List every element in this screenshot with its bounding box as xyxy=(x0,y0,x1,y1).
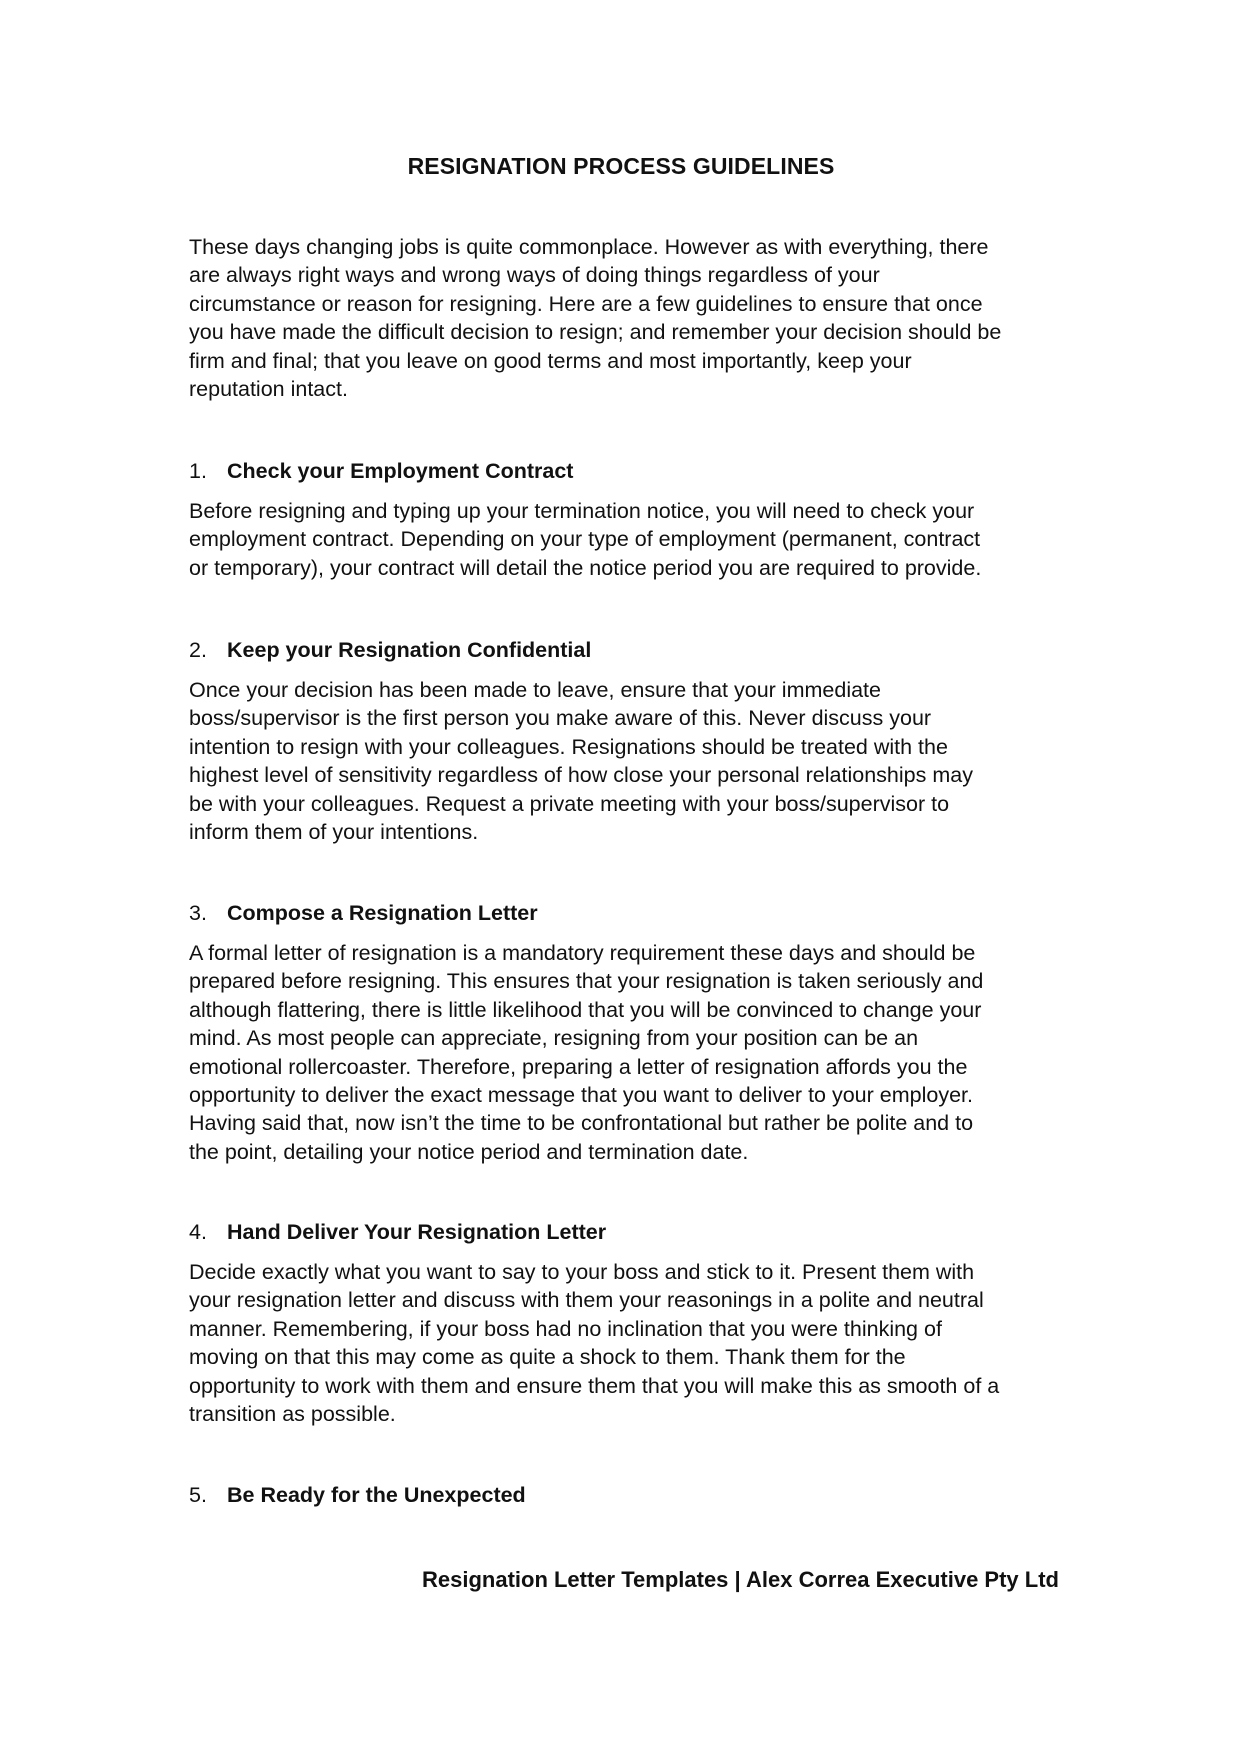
body-line: mind. As most people can appreciate, resigning from your position can be an xyxy=(189,1026,919,1051)
document-title: RESIGNATION PROCESS GUIDELINES xyxy=(407,153,835,179)
section-heading: Be Ready for the Unexpected xyxy=(227,1483,526,1507)
intro-line: These days changing jobs is quite commonplace. However as with everything, there xyxy=(189,235,989,259)
section-heading: Compose a Resignation Letter xyxy=(227,901,538,925)
document-footer: Resignation Letter Templates | Alex Correa Executive Pty Ltd xyxy=(421,1567,1059,1592)
body-line: Before resigning and typing up your termination notice, you will need to check your xyxy=(189,499,975,523)
section-1-body xyxy=(189,497,1069,582)
intro-line: reputation intact. xyxy=(189,377,348,402)
intro-line: are always right ways and wrong ways of doing things regardless of your xyxy=(189,263,880,288)
body-line: highest level of sensitivity regardless of how close your personal relationships may xyxy=(189,763,973,788)
section-number: 2. xyxy=(189,638,207,662)
body-line: transition as possible. xyxy=(189,1402,396,1427)
body-line: the point, detailing your notice period and termination date. xyxy=(189,1139,749,1164)
section-number: 1. xyxy=(189,459,207,483)
section-heading: Hand Deliver Your Resignation Letter xyxy=(227,1220,607,1244)
intro-line: firm and final; that you leave on good terms and most importantly, keep your xyxy=(189,348,912,373)
body-line: Having said that, now isn’t the time to be confrontational but rather be polite and to xyxy=(189,1111,974,1136)
section-number: 4. xyxy=(189,1220,207,1244)
section-2-body xyxy=(189,676,1069,846)
body-line: your resignation letter and discuss with them your reasonings in a polite and neutral xyxy=(189,1288,984,1313)
body-line: Once your decision has been made to leave, ensure that your immediate xyxy=(189,678,881,702)
section-4-heading xyxy=(189,1218,1069,1246)
body-line: employment contract. Depending on your type of employment (permanent, contract xyxy=(189,527,981,552)
section-4-body xyxy=(189,1258,1069,1428)
body-line: moving on that this may come as quite a shock to them. Thank them for the xyxy=(189,1345,906,1370)
body-line: Decide exactly what you want to say to your boss and stick to it. Present them with xyxy=(189,1260,975,1284)
intro-line: you have made the difficult decision to resign; and remember your decision should be xyxy=(189,320,1002,345)
section-number: 5. xyxy=(189,1483,207,1507)
section-5-heading xyxy=(189,1481,1069,1509)
body-line: inform them of your intentions. xyxy=(189,820,479,845)
body-line: be with your colleagues. Request a private meeting with your boss/supervisor to xyxy=(189,791,950,816)
intro-paragraph xyxy=(189,233,1069,403)
body-line: or temporary), your contract will detail the notice period you are required to provide. xyxy=(189,555,982,580)
section-number: 3. xyxy=(189,901,207,925)
body-line: prepared before resigning. This ensures that your resignation is taken seriously and xyxy=(189,969,984,994)
body-line: boss/supervisor is the first person you make aware of this. Never discuss your xyxy=(189,706,932,731)
section-heading: Keep your Resignation Confidential xyxy=(227,638,592,662)
body-line: A formal letter of resignation is a mandatory requirement these days and should be xyxy=(189,941,976,965)
section-3-body xyxy=(189,939,1069,1166)
section-3-heading xyxy=(189,899,1069,927)
body-line: opportunity to work with them and ensure them that you will make this as smooth of a xyxy=(189,1373,1000,1398)
section-1-heading xyxy=(189,457,1069,485)
body-line: emotional rollercoaster. Therefore, preparing a letter of resignation affords you the xyxy=(189,1054,968,1079)
section-heading: Check your Employment Contract xyxy=(227,459,574,483)
body-line: manner. Remembering, if your boss had no inclination that you were thinking of xyxy=(189,1316,942,1341)
section-2-heading xyxy=(189,636,1069,664)
body-line: opportunity to deliver the exact message that you want to deliver to your employer. xyxy=(189,1083,973,1108)
body-line: although flattering, there is little likelihood that you will be convinced to change your xyxy=(189,997,982,1022)
body-line: intention to resign with your colleagues. Resignations should be treated with the xyxy=(189,734,948,759)
intro-line: circumstance or reason for resigning. Here are a few guidelines to ensure that once xyxy=(189,291,983,316)
